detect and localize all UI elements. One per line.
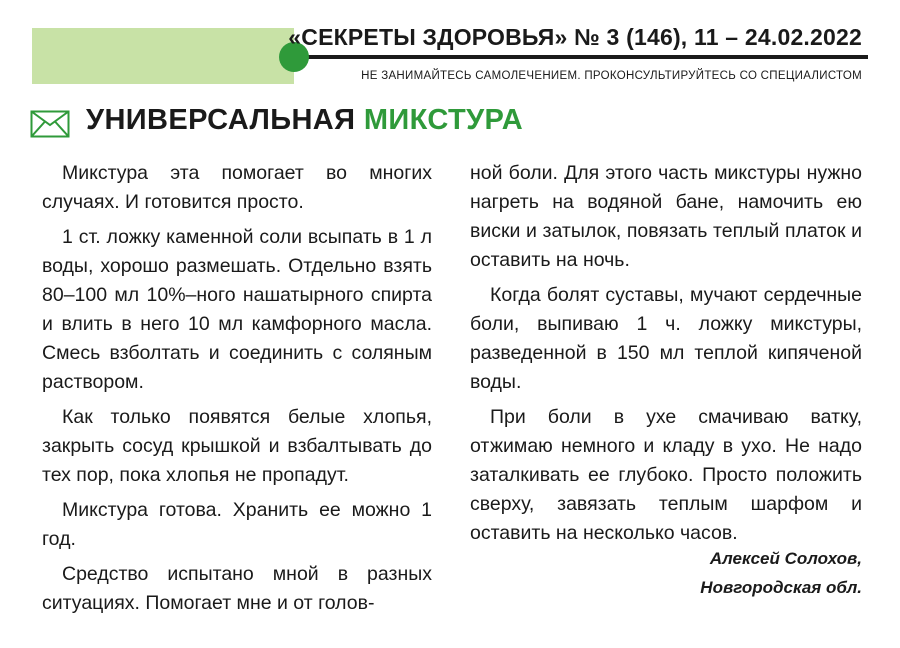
- paragraph: 1 ст. ложку каменной соли всыпать в 1 л воды, хорошо размешать. Отдельно взять 80–100 мл 10%–ного нашатырного спирта и влить в него 10 мл камфорного масла. Смесь взболтать и соединить с соляным раствором.: [42, 226, 432, 393]
- article-column-right: [470, 159, 862, 554]
- article-headline: [86, 104, 523, 137]
- headline-accent: МИКСТУРА: [363, 104, 524, 136]
- issue-title: «СЕКРЕТЫ ЗДОРОВЬЯ» № 3 (146), 11 – 24.02.2022: [288, 24, 862, 50]
- header-rule: [292, 55, 868, 59]
- paragraph: Когда болят суставы, мучают сердечные боли, выпиваю 1 ч. ложку микстуры, разведенной в 150 мл теплой кипяченой воды.: [470, 284, 862, 393]
- author-signature: [700, 544, 862, 602]
- paragraph: Средство испытано мной в разных ситуациях. Помогает мне и от голов-: [42, 563, 432, 614]
- headline-main: УНИВЕРСАЛЬНАЯ: [86, 104, 364, 136]
- disclaimer: НЕ ЗАНИМАЙТЕСЬ САМОЛЕЧЕНИЕМ. ПРОКОНСУЛЬТИРУЙТЕСЬ СО СПЕЦИАЛИСТОМ: [361, 70, 862, 82]
- paragraph: При боли в ухе смачиваю ватку, отжимаю немного и кладу в ухо. Не надо заталкивать ее глубоко. Просто положить сверху, завязать теплым шарфом и оставить на несколько часов.: [470, 406, 862, 544]
- author-region: Новгородская обл.: [700, 578, 862, 597]
- envelope-icon: [30, 110, 70, 138]
- author-name: Алексей Солохов,: [709, 549, 862, 568]
- article-column-left: [42, 159, 432, 624]
- paragraph: Как только появятся белые хлопья, закрыть сосуд крышкой и взбалтывать до тех пор, пока хлопья не пропадут.: [42, 406, 432, 486]
- paragraph: Микстура готова. Хранить ее можно 1 год.: [42, 499, 432, 550]
- paragraph: ной боли. Для этого часть микстуры нужно нагреть на водяной бане, намочить ею виски и затылок, повязать теплый платок и оставить на ночь.: [470, 162, 862, 271]
- header-accent-bar: [32, 28, 294, 84]
- paragraph: Микстура эта помогает во многих случаях. И готовится просто.: [42, 162, 432, 213]
